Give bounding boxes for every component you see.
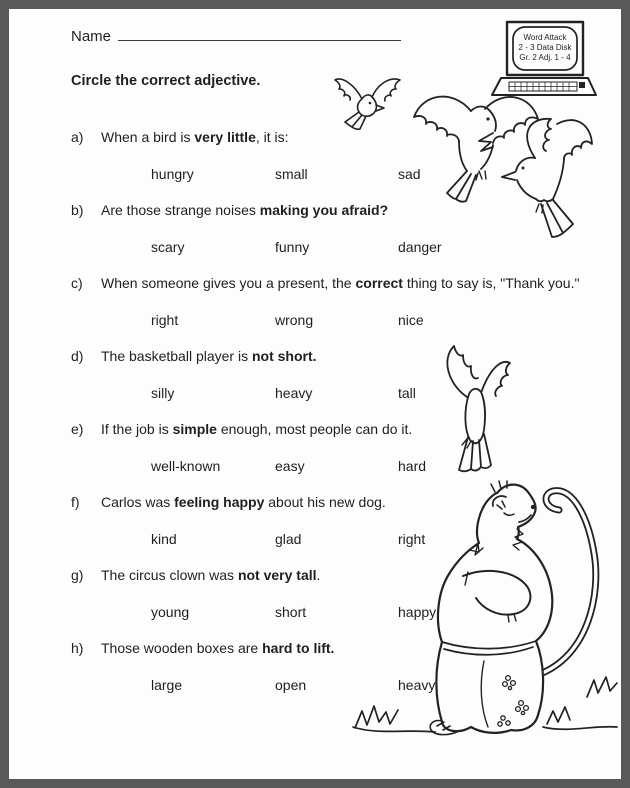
- option-word[interactable]: right: [398, 531, 426, 547]
- question-text-bold: not very tall: [237, 567, 317, 583]
- question-text-pre: The circus clown was: [101, 567, 238, 583]
- badge-line-3: Gr. 2 Adj. 1 - 4: [519, 53, 571, 62]
- question-text: [71, 129, 621, 148]
- question-text-bold: making you afraid?: [259, 202, 389, 218]
- question-text-post: enough, most people can do it.: [216, 421, 413, 437]
- option-word[interactable]: open: [275, 677, 307, 693]
- question-text-bold: not short.: [251, 348, 317, 364]
- question-text-post: , it is:: [255, 129, 289, 145]
- question-text-pre: Carlos was: [101, 494, 175, 510]
- question-label: d): [71, 348, 84, 364]
- options-row: [71, 166, 621, 185]
- question-row-d: [71, 348, 621, 404]
- option-word[interactable]: tall: [398, 385, 416, 401]
- question-text-post: thing to say is, "Thank you.": [402, 275, 580, 291]
- question-text-bold: very little: [194, 129, 256, 145]
- question-text-pre: Those wooden boxes are: [101, 640, 263, 656]
- question-text-pre: Are those strange noises: [101, 202, 260, 218]
- option-word[interactable]: happy: [398, 604, 437, 620]
- option-word[interactable]: hard: [398, 458, 427, 474]
- question-text-bold: feeling happy: [174, 494, 265, 510]
- question-text: [71, 348, 621, 367]
- badge-line-1: Word Attack: [523, 33, 567, 42]
- question-text: [71, 202, 621, 221]
- question-text-pre: The basketball player is: [101, 348, 252, 364]
- options-row: [71, 312, 621, 331]
- name-row: [71, 26, 401, 45]
- option-word[interactable]: danger: [398, 239, 442, 255]
- options-row: [71, 385, 621, 404]
- flying-bird-small-icon: [329, 72, 407, 132]
- option-word[interactable]: nice: [398, 312, 424, 328]
- option-word[interactable]: scary: [151, 239, 185, 255]
- option-word[interactable]: kind: [151, 531, 177, 547]
- mouse-body: [436, 485, 552, 733]
- question-text-bold: correct: [355, 275, 403, 291]
- question-row-c: [71, 275, 621, 331]
- question-text-post: .: [316, 567, 321, 583]
- question-label: h): [71, 640, 84, 656]
- option-word[interactable]: hungry: [151, 166, 194, 182]
- question-text: [71, 421, 621, 440]
- question-text: [71, 275, 621, 294]
- option-word[interactable]: well-known: [151, 458, 221, 474]
- name-label: Name: [71, 28, 112, 45]
- option-word[interactable]: easy: [275, 458, 305, 474]
- option-word[interactable]: wrong: [275, 312, 314, 328]
- question-label: a): [71, 129, 84, 145]
- option-word[interactable]: heavy: [275, 385, 313, 401]
- question-label: g): [71, 567, 84, 583]
- question-text-post: about his new dog.: [264, 494, 386, 510]
- option-word[interactable]: sad: [398, 166, 421, 182]
- page-title: Circle the correct adjective.: [71, 73, 261, 89]
- question-label: e): [71, 421, 84, 437]
- option-word[interactable]: funny: [275, 239, 310, 255]
- option-word[interactable]: small: [275, 166, 308, 182]
- name-blank-field[interactable]: [118, 26, 401, 41]
- question-row-b: [71, 202, 621, 258]
- question-label: c): [71, 275, 83, 291]
- question-text-pre: If the job is: [101, 421, 173, 437]
- question-row-a: [71, 129, 621, 185]
- question-text-pre: When someone gives you a present, the: [101, 275, 356, 291]
- worksheet-page: [9, 9, 621, 779]
- question-text-bold: simple: [172, 421, 217, 437]
- option-word[interactable]: right: [151, 312, 179, 328]
- option-word[interactable]: young: [151, 604, 190, 620]
- question-row-e: [71, 421, 621, 477]
- option-word[interactable]: large: [151, 677, 183, 693]
- question-label: f): [71, 494, 80, 510]
- question-text-pre: When a bird is: [101, 129, 195, 145]
- mouse-nose: [531, 505, 535, 509]
- question-text-bold: hard to lift.: [262, 640, 335, 656]
- option-word[interactable]: short: [275, 604, 307, 620]
- options-row: [71, 239, 621, 258]
- option-word[interactable]: silly: [151, 385, 175, 401]
- option-word[interactable]: heavy: [398, 677, 436, 693]
- badge-line-2: 2 - 3 Data Disk: [518, 43, 572, 52]
- question-label: b): [71, 202, 84, 218]
- option-word[interactable]: glad: [275, 531, 302, 547]
- standing-mouse-illustration: [347, 475, 621, 753]
